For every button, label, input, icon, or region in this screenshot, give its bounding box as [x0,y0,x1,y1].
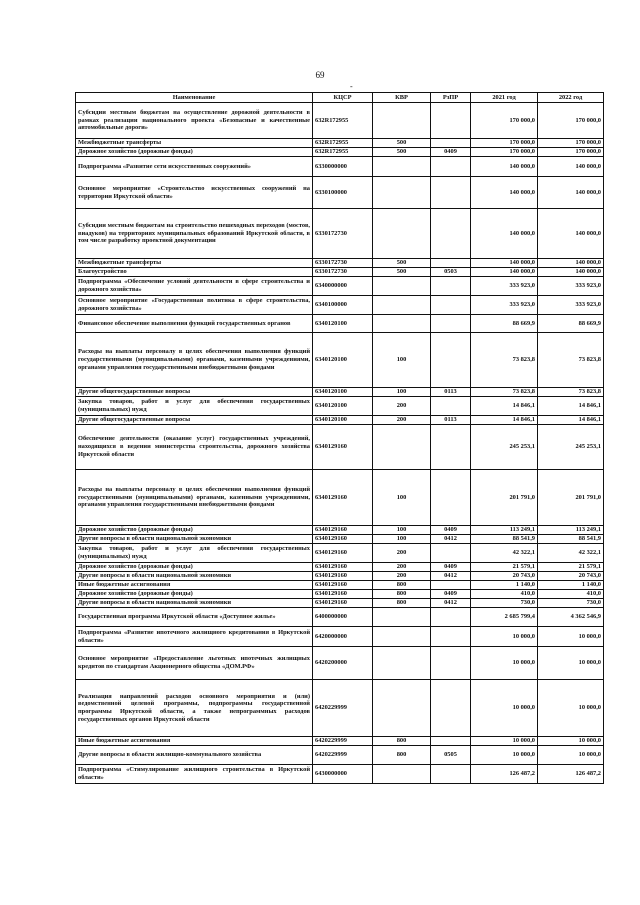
row-name-cell: Подпрограмма «Развитие сети искусственных сооружений» [76,157,313,177]
row-name-cell: Основное мероприятие «Строительство искусственных сооружений на территории Иркутской области» [76,177,313,209]
row-kvr-cell: 800 [373,590,431,599]
row-2021-cell: 73 823,8 [471,388,538,397]
table-row [76,397,604,416]
row-2022-cell: 245 253,1 [538,425,604,470]
row-2022-cell: 170 000,0 [538,103,604,139]
row-name-cell: Другие вопросы в области национальной экономики [76,572,313,581]
table-row [76,608,604,627]
row-name-cell: Основное мероприятие «Государственная политика в сфере строительства, дорожного хозяйства» [76,296,313,315]
header-2021: 2021 год [471,93,538,103]
row-kvr-cell: 800 [373,737,431,746]
row-2021-cell: 126 487,2 [471,765,538,784]
page-mark: - [350,82,353,91]
row-kvr-cell [373,315,431,333]
row-code-cell: 6330000000 [313,157,373,177]
row-name-cell: Финансовое обеспечение выполнения функций государственных органов [76,315,313,333]
row-rz-cell: 0505 [431,746,471,765]
row-kvr-cell [373,277,431,296]
row-name-cell: Субсидии местным бюджетам на осуществление дорожной деятельности в рамках реализации национального проекта «Безопасные и качественные автомобильные дороги» [76,103,313,139]
row-code-cell: 6330100000 [313,177,373,209]
row-code-cell: 6340120100 [313,333,373,388]
row-2022-cell: 10 000,0 [538,627,604,647]
row-2021-cell: 170 000,0 [471,148,538,157]
row-name-cell: Субсидии местным бюджетам на строительство пешеходных переходов (мостов, виадуков) на территориях муниципальных образований Иркутской области, в том числе разработку проектной документации [76,209,313,259]
row-rz-cell: 0409 [431,590,471,599]
row-code-cell: 6330172730 [313,209,373,259]
row-2022-cell: 126 487,2 [538,765,604,784]
row-code-cell: 6340100000 [313,296,373,315]
table-row [76,333,604,388]
row-kvr-cell [373,296,431,315]
row-code-cell: 6340129160 [313,590,373,599]
row-name-cell: Иные бюджетные ассигнования [76,737,313,746]
row-kvr-cell [373,177,431,209]
row-name-cell: Реализация направлений расходов основного мероприятия и (или) ведомственной целевой программы, подпрограммы государственной программы Иркутской области, а также непрограммных расходов государственных органов Иркутской области [76,680,313,737]
row-name-cell: Другие общегосударственные вопросы [76,416,313,425]
table-row [76,139,604,148]
row-code-cell: 6340129160 [313,581,373,590]
row-2022-cell: 113 249,1 [538,526,604,535]
table-row [76,572,604,581]
row-rz-cell [431,177,471,209]
row-2022-cell: 730,0 [538,599,604,608]
row-2021-cell: 140 000,0 [471,268,538,277]
row-rz-cell [431,315,471,333]
row-2021-cell: 140 000,0 [471,209,538,259]
row-kvr-cell: 200 [373,563,431,572]
header-name: Наименование [76,93,313,103]
row-code-cell: 6340129160 [313,526,373,535]
table-row [76,416,604,425]
row-name-cell: Подпрограмма «Развитие ипотечного жилищного кредитования в Иркутской области» [76,627,313,647]
row-2022-cell: 201 791,0 [538,470,604,526]
row-name-cell: Благоустройство [76,268,313,277]
row-name-cell: Иные бюджетные ассигнования [76,581,313,590]
row-rz-cell [431,103,471,139]
row-code-cell: 6340129160 [313,470,373,526]
row-2022-cell: 333 923,0 [538,296,604,315]
row-rz-cell [431,425,471,470]
table-row [76,157,604,177]
row-2021-cell: 10 000,0 [471,647,538,680]
row-kvr-cell: 200 [373,572,431,581]
row-kvr-cell [373,608,431,627]
row-rz-cell: 0409 [431,526,471,535]
row-2021-cell: 73 823,8 [471,333,538,388]
row-2021-cell: 10 000,0 [471,680,538,737]
row-2022-cell: 170 000,0 [538,148,604,157]
row-2021-cell: 42 322,1 [471,544,538,563]
row-code-cell: 6400000000 [313,608,373,627]
row-kvr-cell [373,103,431,139]
row-name-cell: Подпрограмма «Обеспечение условий деятельности в сфере строительства и дорожного хозяйства» [76,277,313,296]
row-rz-cell: 0409 [431,563,471,572]
row-2021-cell: 201 791,0 [471,470,538,526]
row-kvr-cell: 500 [373,148,431,157]
row-2021-cell: 140 000,0 [471,259,538,268]
table-row [76,277,604,296]
row-name-cell: Другие общегосударственные вопросы [76,388,313,397]
row-name-cell: Основное мероприятие «Предоставление льготных ипотечных жилищных кредитов по стандартам Акционерного общества «ДОМ.РФ» [76,647,313,680]
row-code-cell: 6340129160 [313,572,373,581]
table-row [76,148,604,157]
row-kvr-cell [373,680,431,737]
row-2021-cell: 170 000,0 [471,139,538,148]
table-row [76,535,604,544]
table-row [76,544,604,563]
row-rz-cell [431,470,471,526]
table-row [76,388,604,397]
row-name-cell: Закупка товаров, работ и услуг для обеспечения государственных (муниципальных) нужд [76,544,313,563]
row-2022-cell: 10 000,0 [538,746,604,765]
row-2021-cell: 88 669,9 [471,315,538,333]
row-kvr-cell: 500 [373,259,431,268]
row-rz-cell [431,209,471,259]
row-2021-cell: 170 000,0 [471,103,538,139]
header-kvr: КВР [373,93,431,103]
table-body [76,103,604,784]
row-2021-cell: 14 846,1 [471,416,538,425]
row-2022-cell: 10 000,0 [538,737,604,746]
budget-table [75,92,604,784]
row-2021-cell: 21 579,1 [471,563,538,572]
table-row [76,470,604,526]
row-kvr-cell: 100 [373,526,431,535]
row-code-cell: 6340120100 [313,388,373,397]
row-2022-cell: 140 000,0 [538,259,604,268]
row-kvr-cell [373,157,431,177]
row-2022-cell: 10 000,0 [538,680,604,737]
row-rz-cell [431,680,471,737]
row-2021-cell: 10 000,0 [471,627,538,647]
row-code-cell: 6340129160 [313,544,373,563]
table-row [76,581,604,590]
table-row [76,746,604,765]
row-kvr-cell: 100 [373,333,431,388]
row-2022-cell: 140 000,0 [538,268,604,277]
page-number: 69 [315,70,325,80]
row-2021-cell: 245 253,1 [471,425,538,470]
row-rz-cell [431,296,471,315]
row-code-cell: 6420229999 [313,680,373,737]
table-row [76,296,604,315]
row-code-cell: 6420229999 [313,746,373,765]
row-2021-cell: 730,0 [471,599,538,608]
table-row [76,526,604,535]
row-name-cell: Дорожное хозяйство (дорожные фонды) [76,148,313,157]
row-code-cell: 6330172730 [313,268,373,277]
row-kvr-cell: 500 [373,139,431,148]
table-row [76,209,604,259]
row-rz-cell [431,333,471,388]
row-name-cell: Дорожное хозяйство (дорожные фонды) [76,526,313,535]
row-rz-cell: 0409 [431,148,471,157]
row-2021-cell: 88 541,9 [471,535,538,544]
row-kvr-cell: 100 [373,470,431,526]
row-2021-cell: 333 923,0 [471,277,538,296]
row-rz-cell: 0113 [431,416,471,425]
row-2022-cell: 170 000,0 [538,139,604,148]
table-row [76,425,604,470]
row-2021-cell: 113 249,1 [471,526,538,535]
row-rz-cell: 0412 [431,572,471,581]
row-2022-cell: 333 923,0 [538,277,604,296]
row-code-cell: 632R172955 [313,103,373,139]
row-rz-cell: 0412 [431,599,471,608]
row-2022-cell: 140 000,0 [538,209,604,259]
row-name-cell: Расходы на выплаты персоналу в целях обеспечения выполнения функций государственными (муниципальными) органами, казенными учреждениями, органами управления государственными внебюджетными фондами [76,333,313,388]
row-rz-cell: 0412 [431,535,471,544]
row-name-cell: Межбюджетные трансферты [76,259,313,268]
row-2021-cell: 410,0 [471,590,538,599]
row-2022-cell: 88 669,9 [538,315,604,333]
row-name-cell: Дорожное хозяйство (дорожные фонды) [76,590,313,599]
row-code-cell: 6340129160 [313,599,373,608]
row-name-cell: Другие вопросы в области жилищно-коммунального хозяйства [76,746,313,765]
row-2021-cell: 10 000,0 [471,737,538,746]
row-rz-cell [431,737,471,746]
table-header-row [76,93,604,103]
row-code-cell: 6330172730 [313,259,373,268]
row-2021-cell: 140 000,0 [471,157,538,177]
header-2022: 2022 год [538,93,604,103]
row-kvr-cell [373,627,431,647]
row-code-cell: 6430000000 [313,765,373,784]
row-rz-cell [431,581,471,590]
row-kvr-cell: 500 [373,268,431,277]
table-row [76,590,604,599]
row-name-cell: Дорожное хозяйство (дорожные фонды) [76,563,313,572]
row-kvr-cell: 800 [373,581,431,590]
row-2022-cell: 14 846,1 [538,416,604,425]
row-rz-cell [431,259,471,268]
row-rz-cell [431,397,471,416]
row-kvr-cell [373,209,431,259]
row-kvr-cell: 200 [373,397,431,416]
row-2021-cell: 1 140,0 [471,581,538,590]
row-rz-cell [431,627,471,647]
row-2021-cell: 10 000,0 [471,746,538,765]
row-code-cell: 6420200000 [313,647,373,680]
row-kvr-cell: 200 [373,416,431,425]
row-2021-cell: 2 685 799,4 [471,608,538,627]
table-row [76,563,604,572]
row-name-cell: Обеспечение деятельности (оказание услуг) государственных учреждений, находящихся в ведении министерства строительства, дорожного хозяйства Иркутской области [76,425,313,470]
row-code-cell: 632R172955 [313,148,373,157]
row-rz-cell [431,139,471,148]
row-2022-cell: 20 743,0 [538,572,604,581]
table-row [76,627,604,647]
row-rz-cell [431,157,471,177]
row-name-cell: Государственная программа Иркутской области «Доступное жилье» [76,608,313,627]
table-row [76,599,604,608]
row-rz-cell [431,647,471,680]
row-2022-cell: 42 322,1 [538,544,604,563]
row-code-cell: 6340000000 [313,277,373,296]
row-rz-cell: 0113 [431,388,471,397]
row-2022-cell: 10 000,0 [538,647,604,680]
row-name-cell: Закупка товаров, работ и услуг для обеспечения государственных (муниципальных) нужд [76,397,313,416]
row-name-cell: Межбюджетные трансферты [76,139,313,148]
table-row [76,268,604,277]
row-2022-cell: 88 541,9 [538,535,604,544]
table-row [76,680,604,737]
row-code-cell: 6340120100 [313,416,373,425]
row-kvr-cell [373,647,431,680]
row-2022-cell: 73 823,8 [538,388,604,397]
row-rz-cell [431,608,471,627]
row-2022-cell: 73 823,8 [538,333,604,388]
row-rz-cell: 0503 [431,268,471,277]
table-row [76,737,604,746]
table-row [76,765,604,784]
header-rz: РзПР [431,93,471,103]
row-2022-cell: 21 579,1 [538,563,604,572]
row-code-cell: 6340129160 [313,563,373,572]
row-2022-cell: 1 140,0 [538,581,604,590]
row-code-cell: 6340120100 [313,315,373,333]
table-row [76,177,604,209]
row-2021-cell: 140 000,0 [471,177,538,209]
table-row [76,259,604,268]
row-name-cell: Подпрограмма «Стимулирование жилищного строительства в Иркутской области» [76,765,313,784]
row-kvr-cell: 800 [373,746,431,765]
row-name-cell: Другие вопросы в области национальной экономики [76,599,313,608]
row-kvr-cell: 200 [373,544,431,563]
table-row [76,647,604,680]
row-2021-cell: 20 743,0 [471,572,538,581]
row-2022-cell: 14 846,1 [538,397,604,416]
row-2022-cell: 410,0 [538,590,604,599]
row-code-cell: 6340129160 [313,535,373,544]
table-row [76,315,604,333]
row-kvr-cell [373,425,431,470]
row-rz-cell [431,544,471,563]
row-kvr-cell: 100 [373,535,431,544]
row-2022-cell: 140 000,0 [538,157,604,177]
row-kvr-cell: 100 [373,388,431,397]
row-2021-cell: 333 923,0 [471,296,538,315]
row-name-cell: Расходы на выплаты персоналу в целях обеспечения выполнения функций государственными (муниципальными) органами, казенными учреждениями, органами управления государственными внебюджетными фондами [76,470,313,526]
row-2022-cell: 140 000,0 [538,177,604,209]
row-code-cell: 6340129160 [313,425,373,470]
row-2021-cell: 14 846,1 [471,397,538,416]
row-kvr-cell: 800 [373,599,431,608]
row-code-cell: 6340120100 [313,397,373,416]
row-code-cell: 6420229999 [313,737,373,746]
row-code-cell: 6420000000 [313,627,373,647]
row-code-cell: 632R172955 [313,139,373,148]
row-2022-cell: 4 362 546,9 [538,608,604,627]
header-code: КЦСР [313,93,373,103]
row-rz-cell [431,765,471,784]
row-name-cell: Другие вопросы в области национальной экономики [76,535,313,544]
row-kvr-cell [373,765,431,784]
table-row [76,103,604,139]
row-rz-cell [431,277,471,296]
